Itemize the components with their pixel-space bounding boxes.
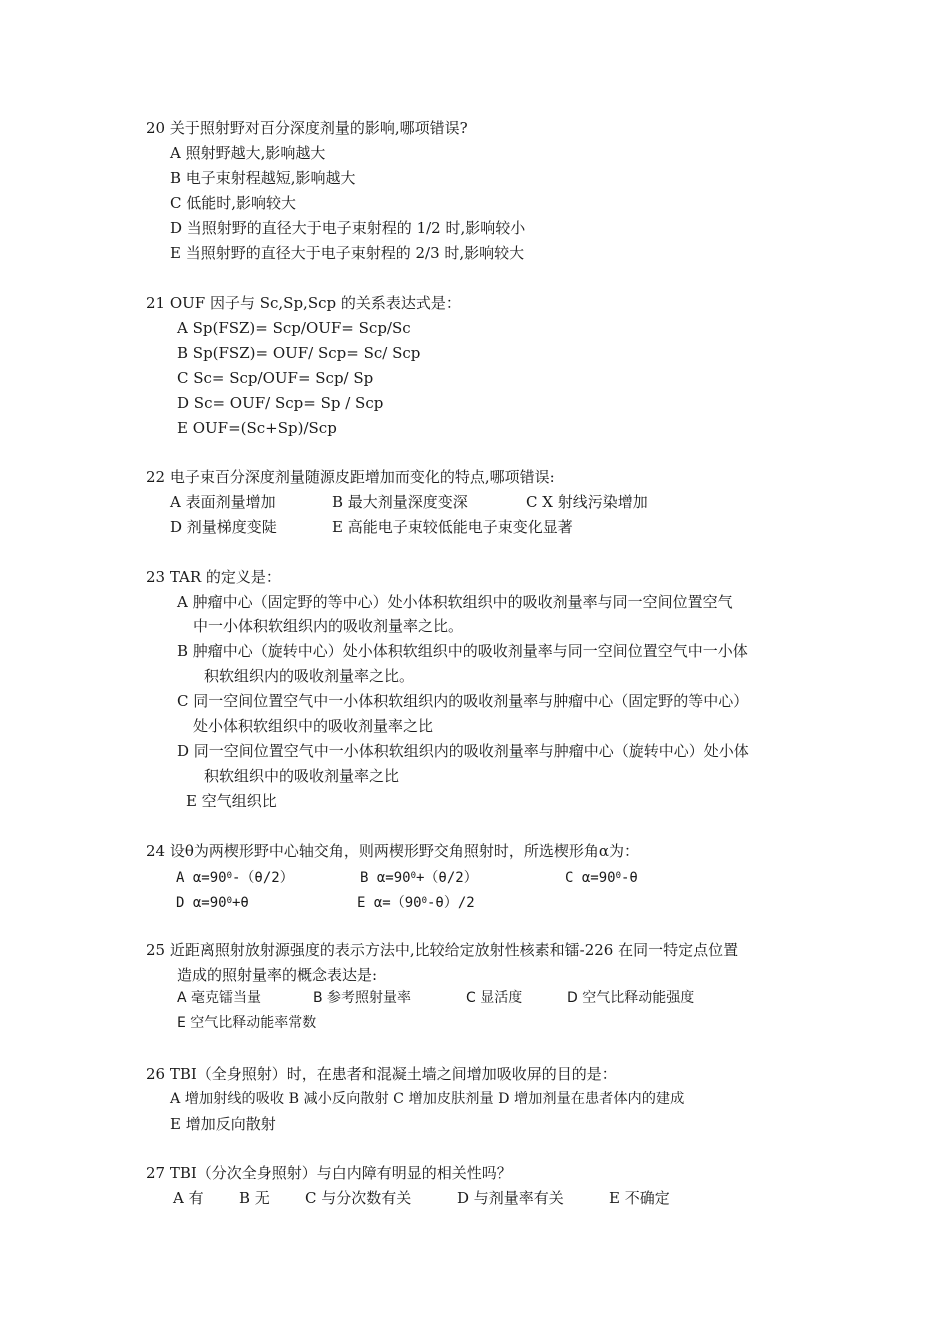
question-26-options-row: A 增加射线的吸收 B 减小反向散射 C 增加皮肤剂量 D 增加剂量在患者体内的建成 <box>170 1091 685 1107</box>
question-25-option-e: E 空气比释动能率常数 <box>177 1015 317 1031</box>
question-25-stem-line2: 造成的照射量率的概念表达是: <box>177 966 378 984</box>
question-20-option-b: B 电子束射程越短,影响越大 <box>170 169 356 187</box>
question-25-option-c: C 显活度 <box>466 990 523 1006</box>
question-20-option-d: D 当照射野的直径大于电子束射程的 1/2 时,影响较小 <box>170 219 526 237</box>
question-20-option-c: C 低能时,影响较大 <box>170 194 297 212</box>
question-25-stem-line1: 25 近距离照射放射源强度的表示方法中,比较给定放射性核素和镭-226 在同一特定点位置 <box>146 941 739 959</box>
question-23-option-e: E 空气组织比 <box>186 792 277 810</box>
question-22-option-e: E 高能电子束较低能电子束变化显著 <box>332 518 573 536</box>
question-24-option-e: E $\alpha=(90^0-\theta)/2$ <box>357 895 475 911</box>
question-27-option-e: E 不确定 <box>609 1189 670 1207</box>
question-20-option-a: A 照射野越大,影响越大 <box>170 144 326 162</box>
question-20-option-e: E 当照射野的直径大于电子束射程的 2/3 时,影响较大 <box>170 244 525 262</box>
question-21-option-c: C Sc= Scp/OUF= Scp/ Sp <box>177 369 374 387</box>
question-21-option-b: B Sp(FSZ)= OUF/ Scp= Sc/ Scp <box>177 344 421 362</box>
question-24-option-d: D $\alpha=90^0+\theta$ <box>176 895 249 911</box>
question-27-option-c: C 与分次数有关 <box>305 1189 412 1207</box>
question-23-option-d-line1: D 同一空间位置空气中一小体积软组织内的吸收剂量率与肿瘤中心（旋转中心）处小体 <box>177 742 749 760</box>
question-27-stem: 27 TBI（分次全身照射）与白内障有明显的相关性吗？ <box>146 1164 512 1182</box>
question-21-option-d: D Sc= OUF/ Scp= Sp / Scp <box>177 394 384 412</box>
question-23-option-b-line1: B 肿瘤中心（旋转中心）处小体积软组织中的吸收剂量率与同一空间位置空气中一小体 <box>177 642 748 660</box>
question-23-option-c-line1: C 同一空间位置空气中一小体积软组织内的吸收剂量率与肿瘤中心（固定野的等中心） <box>177 692 749 710</box>
question-27-option-d: D 与剂量率有关 <box>457 1189 564 1207</box>
question-22-option-c: C X 射线污染增加 <box>526 493 648 511</box>
question-27-option-b: B 无 <box>239 1189 270 1207</box>
question-23-option-b-line2: 积软组织内的吸收剂量率之比。 <box>204 667 415 685</box>
question-22-option-a: A 表面剂量增加 <box>170 493 276 511</box>
question-22-option-d: D 剂量梯度变陡 <box>170 518 277 536</box>
question-24-option-a: A $\alpha=90^0-(\theta/2)$ <box>176 870 294 886</box>
question-21-option-a: A Sp(FSZ)= Scp/OUF= Scp/Sc <box>177 319 411 337</box>
question-25-option-b: B 参考照射量率 <box>313 990 412 1006</box>
question-24-option-c: C $\alpha=90^0-\theta$ <box>565 870 638 886</box>
question-26-stem: 26 TBI（全身照射）时，在患者和混凝土墙之间增加吸收屏的目的是： <box>146 1065 617 1083</box>
question-24-option-b: B $\alpha=90^0+(\theta/2)$ <box>360 870 478 886</box>
question-25-option-d: D 空气比释动能强度 <box>567 990 695 1006</box>
question-27-option-a: A 有 <box>173 1189 204 1207</box>
question-23-option-c-line2: 处小体积软组织中的吸收剂量率之比 <box>193 717 434 735</box>
question-20-stem: 20 关于照射野对百分深度剂量的影响,哪项错误? <box>146 119 468 137</box>
question-21-option-e: E OUF=(Sc+Sp)/Scp <box>177 419 337 437</box>
question-23-stem: 23 TAR 的定义是： <box>146 568 281 586</box>
question-23-option-d-line2: 积软组织中的吸收剂量率之比 <box>204 767 400 785</box>
question-22-stem: 22 电子束百分深度剂量随源皮距增加而变化的特点,哪项错误: <box>146 468 555 486</box>
question-21-stem: 21 OUF 因子与 Sc,Sp,Scp 的关系表达式是： <box>146 294 461 312</box>
question-22-option-b: B 最大剂量深度变深 <box>332 493 468 511</box>
question-26-option-e: E 增加反向散射 <box>170 1115 276 1133</box>
question-23-option-a-line1: A 肿瘤中心（固定野的等中心）处小体积软组织中的吸收剂量率与同一空间位置空气 <box>177 593 733 611</box>
question-24-stem: 24 设θ为两楔形野中心轴交角，则两楔形野交角照射时，所选楔形角α为： <box>146 842 640 860</box>
question-25-option-a: A 毫克镭当量 <box>177 990 262 1006</box>
question-23-option-a-line2: 中一小体积软组织内的吸收剂量率之比。 <box>193 617 464 635</box>
